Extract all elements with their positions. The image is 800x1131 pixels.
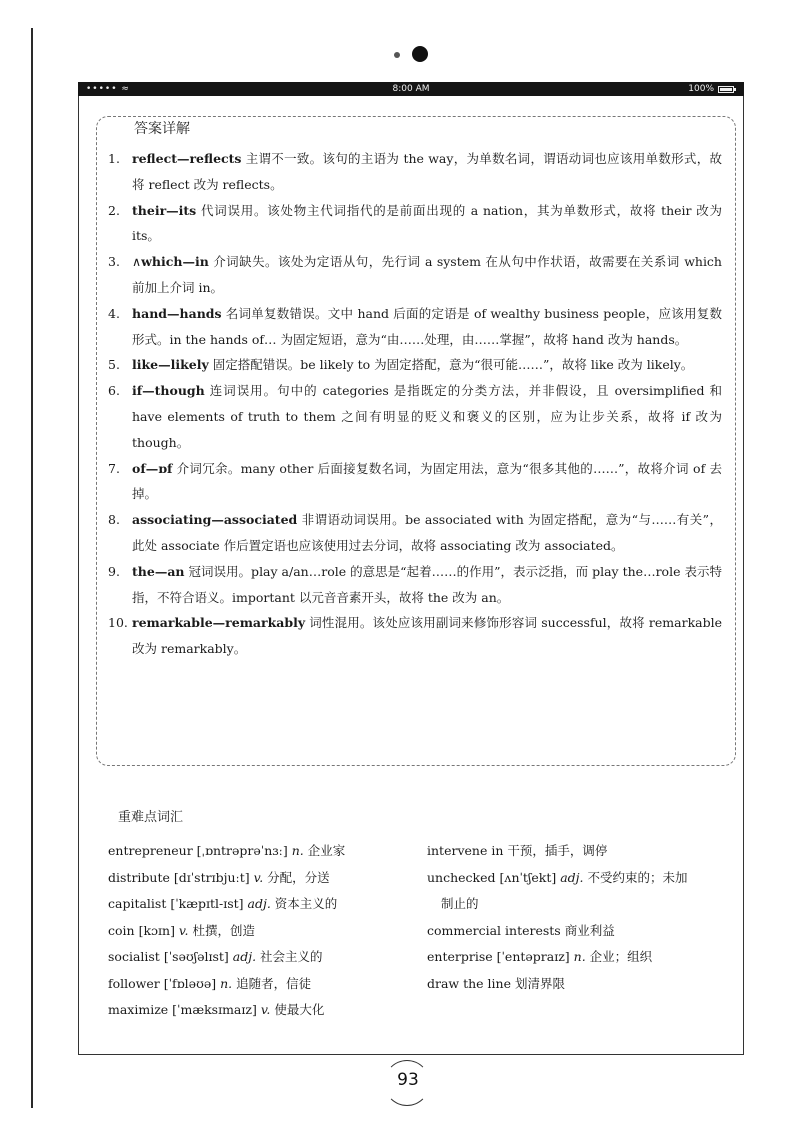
- answer-item: [108, 198, 722, 250]
- vocab-word: enterprise: [427, 949, 497, 964]
- answer-text: if—though 连词误用。句中的 categories 是指既定的分类方法，并非假设，且 oversimplified 和 have elements of truth to them 之间有明显的贬义和褒义的区别，应为让步关系，故将 if 改为 though。: [132, 383, 722, 450]
- vocab-meaning: 干预，插手，调停: [507, 843, 608, 858]
- vocab-meaning: 杜撰，创造: [192, 922, 255, 938]
- answer-number: 10.: [108, 615, 128, 631]
- vocab-entry: [427, 838, 727, 865]
- battery-indicator: [688, 82, 734, 96]
- answer-number: 4.: [108, 305, 120, 321]
- answer-text: ∧which—in 介词缺失。该处为定语从句，先行词 a system 在从句中作状语，故需要在关系词 which 前加上介词 in。: [132, 254, 722, 295]
- answer-text: like—likely 固定搭配错误。be likely to 为固定搭配，意为“很可能……”，故将 like 改为 likely。: [132, 357, 694, 373]
- vocab-entry: [108, 971, 408, 998]
- vocab-ipa: [ˈfɒləʊə]: [163, 975, 221, 991]
- vocab-meaning: 企业家: [307, 843, 346, 858]
- vocab-pos: n.: [573, 949, 590, 964]
- vocab-pos: v.: [253, 869, 268, 885]
- vocab-entry: [108, 944, 408, 971]
- answer-number: 7.: [108, 460, 120, 476]
- vocab-meaning-continued: 制止的: [441, 896, 479, 911]
- vocab-entry: [427, 865, 727, 892]
- vocab-word: follower: [108, 975, 164, 991]
- vocab-word: unchecked: [427, 869, 500, 885]
- vocab-meaning: 分配，分送: [267, 869, 330, 885]
- answer-text: the—an 冠词误用。play a/an…role 的意思是“起着……的作用”，表示泛指，而 play the…role 表示特指，不符合语义。important 以元音音素开头，故将 the 改为 an。: [132, 563, 722, 605]
- answer-list: [108, 146, 722, 662]
- vocab-list-left: [108, 838, 408, 1024]
- vocab-ipa: [ˈentəpraɪz]: [496, 949, 574, 964]
- answer-item: [108, 352, 722, 378]
- vocab-ipa: [ˈkæpɪtl-ɪst]: [170, 896, 248, 911]
- vocab-meaning: 企业；组织: [589, 949, 653, 964]
- vocab-ipa: [ˌɒntrəprəˈnɜː]: [196, 843, 292, 858]
- answer-text: associating—associated 非谓语动词误用。be associated with 为固定搭配，意为“与……有关”，此处 associate 作后置定语也应该使用过去分词，故将 associating 改为 associated。: [132, 512, 722, 553]
- vocab-entry: [427, 944, 727, 971]
- vocab-word: maximize: [108, 1002, 173, 1017]
- answer-text: reflect—reflects 主谓不一致。该句的主语为 the way，为单数名词，谓语动词也应该用单数形式，故将 reflect 改为 reflects。: [132, 151, 722, 192]
- signal-wifi-indicator: ••••• ≈: [86, 84, 130, 94]
- answer-item: [108, 610, 722, 662]
- answer-text: their—its 代词误用。该处物主代词指代的是前面出现的 a nation，其为单数形式，故将 their 改为 its。: [132, 202, 722, 244]
- vocab-meaning: 使最大化: [274, 1002, 325, 1017]
- answer-number: 6.: [108, 383, 120, 399]
- vocab-entry: [427, 971, 727, 998]
- vocab-ipa: [kɔɪn]: [138, 922, 179, 938]
- answer-number: 8.: [108, 512, 120, 528]
- vocab-entry: [108, 997, 408, 1024]
- answer-text: of—ɒf 介词冗余。many other 后面接复数名词，为固定用法，意为“很多其他的……”，故将介词 of 去掉。: [132, 460, 722, 502]
- vocab-word: intervene in: [427, 843, 508, 858]
- answer-section-title: 答案详解: [130, 118, 194, 138]
- vocab-meaning: 社会主义的: [260, 949, 323, 964]
- vocab-ipa: [ʌnˈtʃekt]: [499, 869, 561, 885]
- vocab-ipa: [dɪˈstrɪbjuːt]: [173, 869, 254, 885]
- answer-item: [108, 249, 722, 301]
- answer-text: remarkable—remarkably 词性混用。该处应该用副词来修饰形容词 successful，故将 remarkable 改为 remarkably。: [132, 615, 722, 657]
- vocab-pos: adj.: [560, 869, 588, 885]
- answer-number: 2.: [108, 202, 120, 218]
- vocab-entry: [108, 865, 408, 892]
- vocab-meaning: 划清界限: [514, 975, 565, 991]
- status-time: 8:00 AM: [392, 84, 430, 94]
- page-number-badge: [384, 1060, 432, 1100]
- vocab-meaning: 商业利益: [564, 922, 615, 938]
- battery-percent: 100%: [688, 84, 714, 94]
- vocab-pos: adj.: [232, 949, 261, 964]
- vocab-word: entrepreneur: [108, 843, 197, 858]
- answer-number: 9.: [108, 563, 120, 579]
- vocab-ipa: [ˈsəʊʃəlɪst]: [163, 949, 233, 964]
- answer-text: hand—hands 名词单复数错误。文中 hand 后面的定语是 of wealthy business people，应该用复数形式。in the hands of… 为固定短语，意为“由……处理，由……掌握”，故将 hand 改为 hands。: [132, 305, 722, 347]
- vocab-pos: n.: [220, 975, 237, 991]
- vocab-word: coin: [108, 922, 139, 938]
- vocab-meaning: 追随者，信徒: [236, 975, 312, 991]
- page-number: 93: [397, 1070, 419, 1090]
- vocab-entry: [108, 838, 408, 865]
- answer-item: [108, 146, 722, 198]
- vocab-word: socialist: [108, 949, 164, 964]
- battery-icon: [718, 86, 734, 93]
- vocab-entry: [108, 918, 408, 945]
- vocab-ipa: [ˈmæksɪmaɪz]: [172, 1002, 261, 1017]
- status-bar: [78, 82, 744, 96]
- answer-item: [108, 301, 722, 353]
- vocab-word: draw the line: [427, 975, 515, 991]
- vocab-word: capitalist: [108, 896, 171, 911]
- vocab-entry: [108, 891, 408, 918]
- answer-number: 1.: [108, 151, 120, 166]
- binding-margin-line: [31, 28, 33, 1108]
- answer-number: 3.: [108, 254, 120, 270]
- answer-item: [108, 456, 722, 508]
- vocab-pos: v.: [260, 1002, 275, 1017]
- vocab-meaning: 不受约束的；未加: [587, 869, 688, 885]
- vocab-word: commercial interests: [427, 922, 565, 938]
- camera-lens: [412, 46, 428, 62]
- vocab-entry: [427, 918, 727, 945]
- sensor-dot: [394, 52, 400, 58]
- vocab-section-title: 重难点词汇: [118, 810, 184, 825]
- vocab-meaning: 资本主义的: [274, 896, 338, 911]
- vocab-pos: v.: [178, 922, 193, 938]
- vocab-word: distribute: [108, 869, 174, 885]
- answer-number: 5.: [108, 357, 120, 373]
- vocab-pos: n.: [291, 843, 308, 858]
- vocab-list-right: [427, 838, 727, 997]
- vocab-pos: adj.: [247, 896, 275, 911]
- front-camera: [390, 44, 430, 64]
- answer-item: [108, 507, 722, 559]
- answer-item: [108, 559, 722, 611]
- answer-item: [108, 378, 722, 455]
